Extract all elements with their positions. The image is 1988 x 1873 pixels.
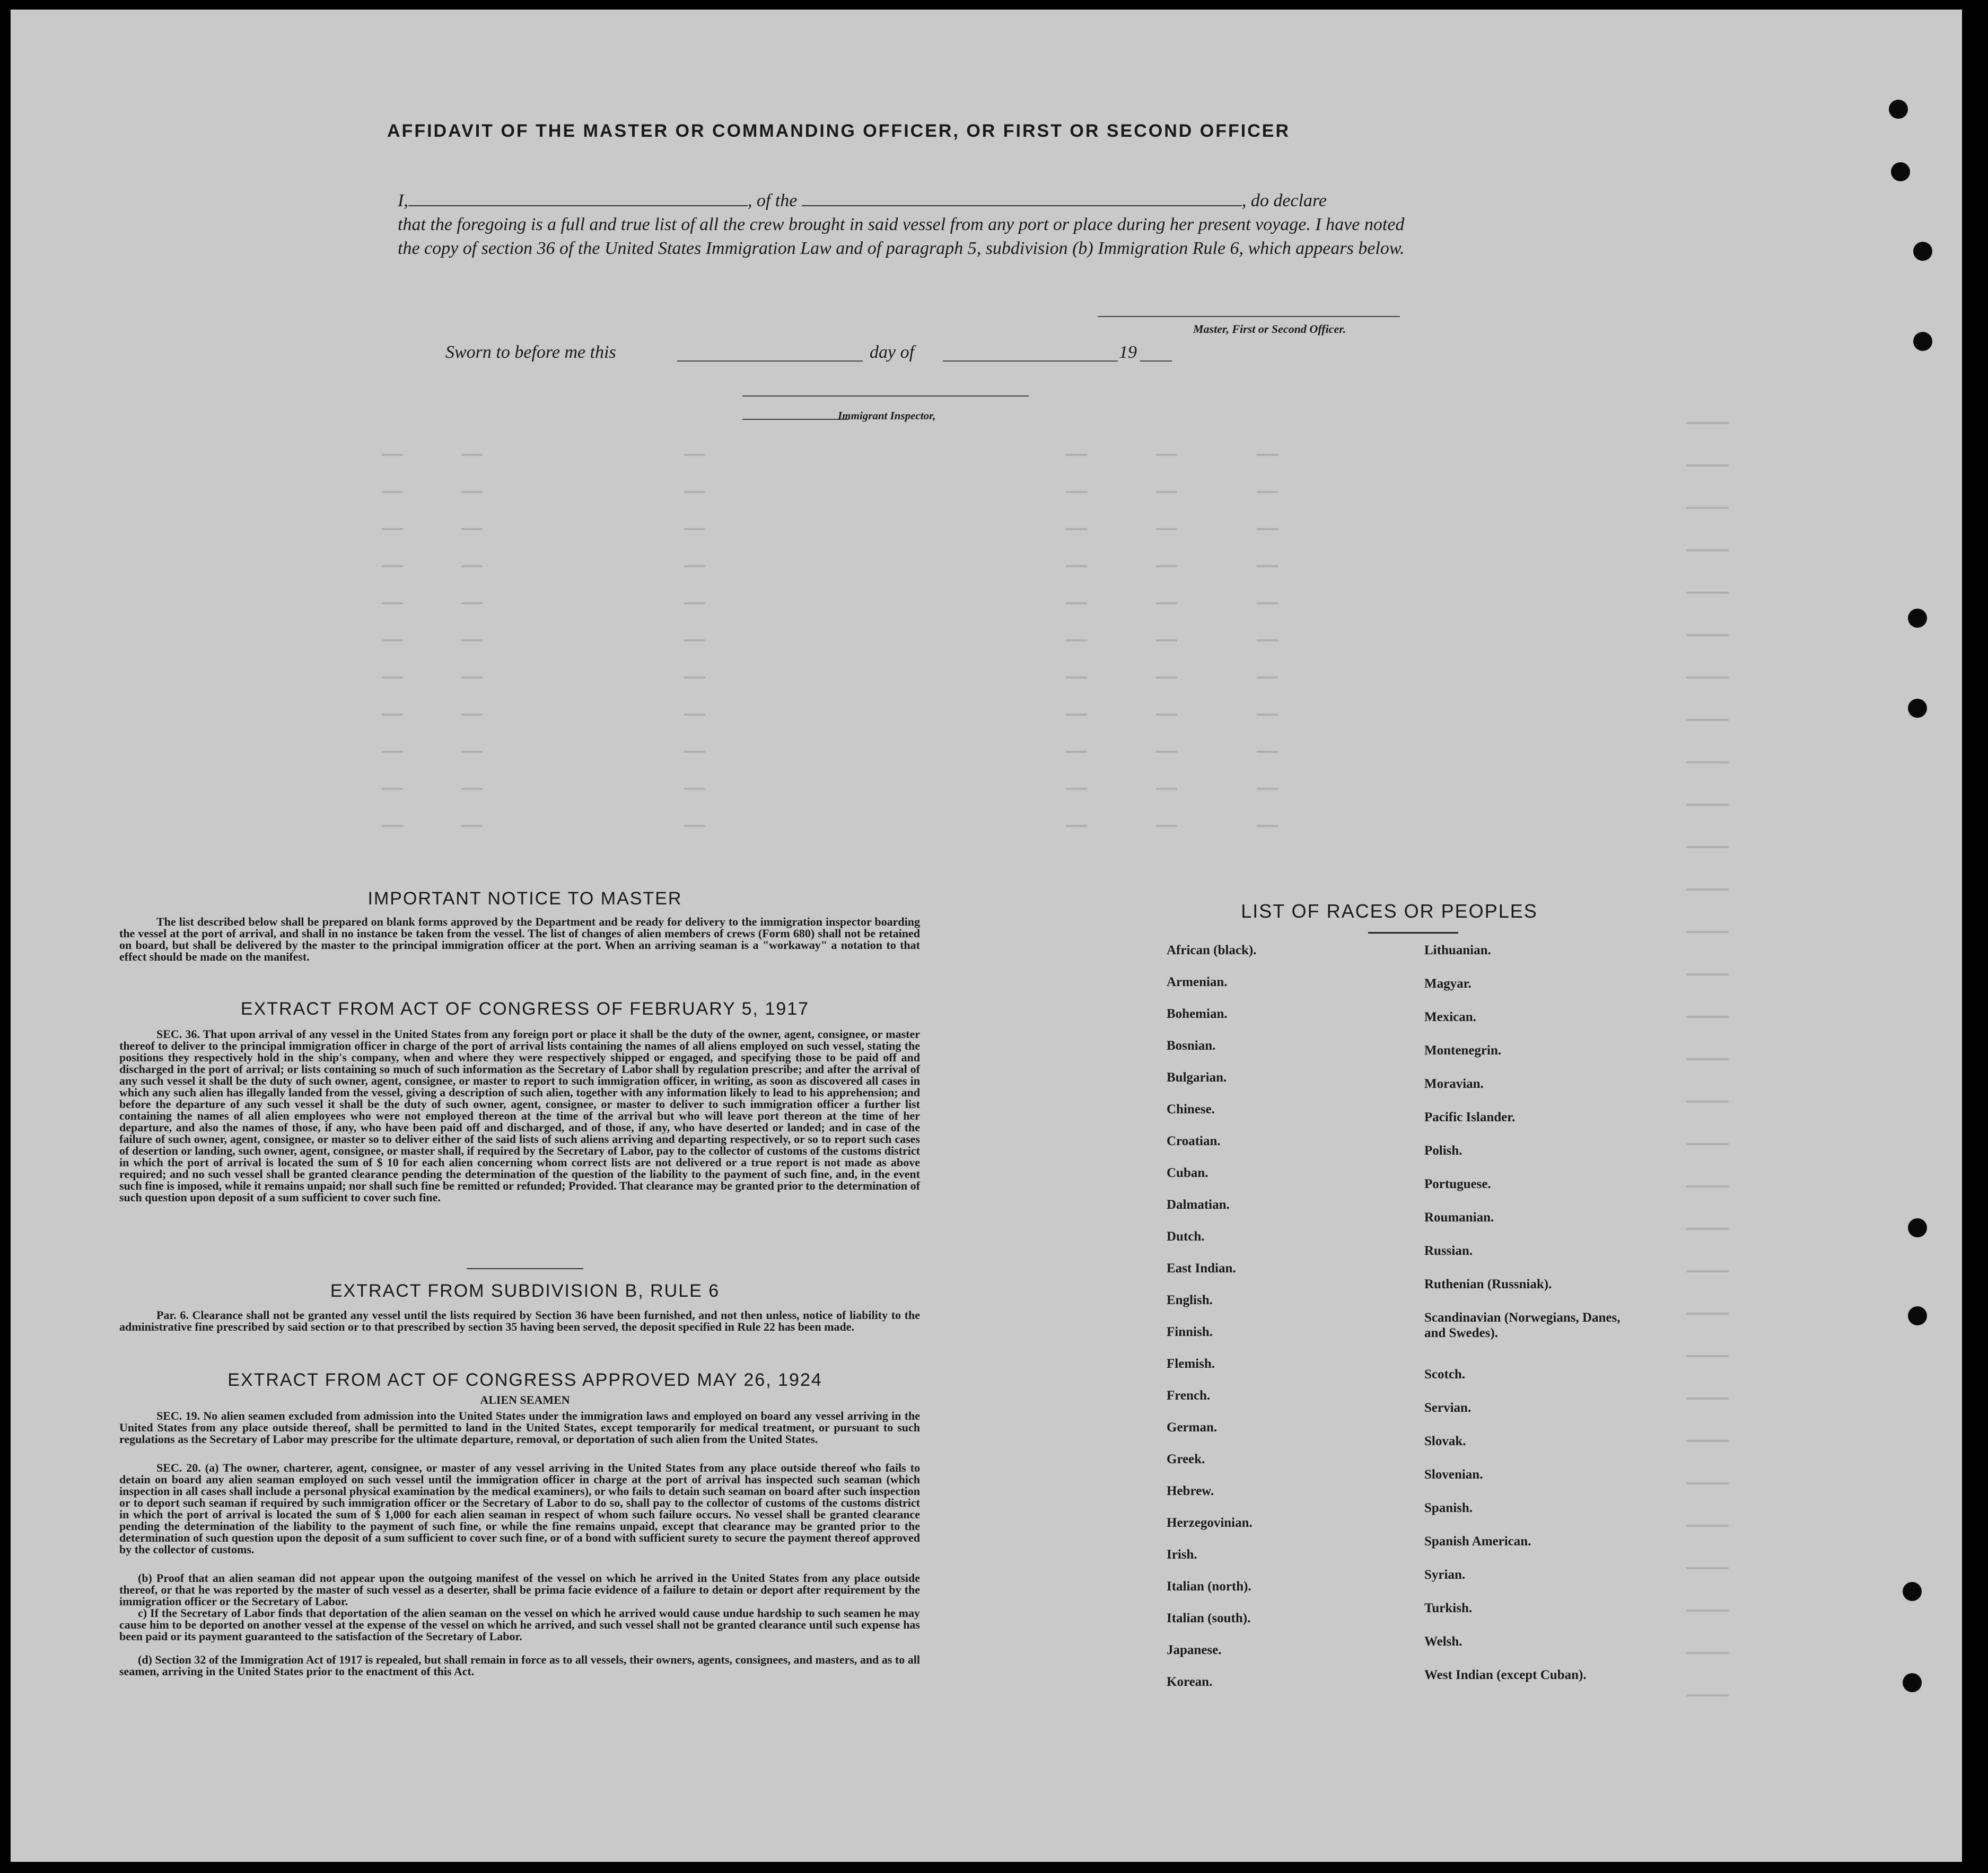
inspector-label: Immigrant Inspector,: [838, 409, 936, 422]
race-item: Lithuanian.: [1424, 943, 1491, 957]
section-divider: [467, 1268, 583, 1269]
race-item: Scotch.: [1424, 1367, 1466, 1382]
race-item: Irish.: [1167, 1547, 1197, 1562]
master-signature-label: Master, First or Second Officer.: [1193, 322, 1346, 336]
binder-hole: [1903, 1673, 1922, 1692]
race-item: Hebrew.: [1167, 1484, 1214, 1498]
extract-1924-sec20b: (b) Proof that an alien seaman did not appear upon the outgoing manifest of the vessel on which he arrived in the United States from any place outside thereof, or that he was reported by the master of such vessel as a deserter, shall be prima facie evidence of a failure to detain or deport after requirement by the immigration officer or the Secretary of Labor.: [119, 1571, 920, 1608]
form-sheet: [11, 10, 1962, 1862]
race-item: Turkish.: [1424, 1601, 1473, 1615]
race-item: Flemish.: [1167, 1357, 1215, 1371]
race-item: Bohemian.: [1167, 1007, 1228, 1021]
race-item: Herzegovinian.: [1167, 1516, 1253, 1530]
inspector-name-blank[interactable]: [742, 419, 848, 420]
race-item: Mexican.: [1424, 1010, 1476, 1024]
subdivision-body: Par. 6. Clearance shall not be granted any vessel until the lists required by Section 36 have been furnished, and not then unless, notice of liability to the administrative fine prescribed by said section or to that prescribed by section 35 having been served, the deposit specified in Rule 22 has been made.: [119, 1308, 920, 1333]
race-item: Pacific Islander.: [1424, 1110, 1516, 1124]
race-item: Japanese.: [1167, 1643, 1222, 1657]
binder-hole: [1913, 242, 1932, 261]
declaration-body: that the foregoing is a full and true list of all the crew brought in said vessel from any port or place during her present voyage. I have noted the copy of section 36 of the United States Immigration Law and of paragraph 5, subdivision (b) Immigration Rule 6, which appears below.: [398, 215, 1405, 258]
race-item: Servian.: [1424, 1401, 1472, 1415]
race-item: Ruthenian (Russniak).: [1424, 1277, 1552, 1291]
sworn-day-of: day of: [870, 342, 915, 362]
extract-1917-title: EXTRACT FROM ACT OF CONGRESS OF FEBRUARY 5, 1917: [240, 999, 810, 1019]
binder-hole: [1891, 162, 1910, 181]
race-item: Greek.: [1167, 1452, 1205, 1466]
race-item: Russian.: [1424, 1244, 1473, 1258]
sworn-month-blank[interactable]: [943, 360, 1118, 362]
race-item: Portuguese.: [1424, 1177, 1491, 1191]
extract-1924-sec19: SEC. 19. No alien seamen excluded from admission into the United States under the immigration laws and employed on board any vessel arriving in the United States from any place outside thereof, shall be permitted to land in the United States, except temporarily for medical treatment, or pursuant to such regulations as the Secretary of Labor may prescribe for the ultimate departure, removal, or deportation of such alien from the United States.: [119, 1409, 920, 1446]
race-item: Dalmatian.: [1167, 1198, 1230, 1212]
binder-hole: [1903, 1582, 1922, 1601]
extract-1924-title: EXTRACT FROM ACT OF CONGRESS APPROVED MAY 26, 1924: [227, 1370, 822, 1390]
inspector-signature-line[interactable]: [742, 395, 1029, 397]
race-item: Finnish.: [1167, 1325, 1213, 1339]
race-item: Armenian.: [1167, 975, 1228, 989]
affidavit-declaration: [398, 189, 1405, 260]
name-blank[interactable]: [408, 190, 748, 206]
races-title: LIST OF RACES OR PEOPLES: [1241, 900, 1538, 922]
race-item: Italian (north).: [1167, 1579, 1251, 1594]
race-item: French.: [1167, 1388, 1211, 1403]
extract-1924-sec20d: (d) Section 32 of the Immigration Act of 1917 is repealed, but shall remain in force as to all vessels, their owners, agents, consignees, and masters, and as to all seamen, arriving in the United States prior to the enactment of this Act.: [119, 1653, 920, 1678]
binder-hole: [1889, 100, 1908, 119]
race-item: Roumanian.: [1424, 1210, 1494, 1225]
race-item: Moravian.: [1424, 1077, 1484, 1091]
declaration-first-line: [398, 189, 1405, 213]
race-item: Cuban.: [1167, 1166, 1208, 1180]
race-item: English.: [1167, 1293, 1213, 1307]
race-item: Slovak.: [1424, 1434, 1466, 1448]
sworn-date-blank[interactable]: [677, 360, 863, 362]
sworn-text: Sworn to before me this: [445, 342, 616, 362]
declaration-of-the: , of the: [747, 191, 798, 210]
race-item: African (black).: [1167, 943, 1257, 957]
sworn-line: [445, 342, 1137, 363]
race-item: Magyar.: [1424, 977, 1472, 991]
race-item: Syrian.: [1424, 1568, 1466, 1582]
sworn-year-prefix: 19: [1119, 342, 1137, 362]
race-item: Spanish American.: [1424, 1534, 1531, 1549]
extract-1924-sec20c: c) If the Secretary of Labor finds that deportation of the alien seaman on the vessel on which he arrived would cause undue hardship to such seamen he may cause him to be deported on another vessel at the expense of the vessel on which he arrived, and such vessel shall not be granted clearance until such expense has been paid or its payment guaranteed to the satisfaction of the Secretary of Labor.: [119, 1606, 920, 1643]
race-item: East Indian.: [1167, 1261, 1236, 1276]
race-item: West Indian (except Cuban).: [1424, 1668, 1587, 1682]
extract-1917-body: SEC. 36. That upon arrival of any vessel in the United States from any foreign port or place it shall be the duty of the owner, agent, consignee, or master thereof to deliver to the principal immigration officer in charge of the port of arrival lists containing the names of all aliens employed on such vessel, stating the positions they respectively hold in the ship's company, when and where they were respectively shipped or engaged, and specifying those to be paid off and discharged in the port of arrival; or lists containing so much of such information as the Secretary of Labor shall by regulation prescribe; and after the arrival of any such vessel it shall be the duty of such owner, agent, consignee, or master to report to such immigration officer, in writing, as soon as discovered all cases in which any such alien has illegally landed from the vessel, giving a description of such alien, together with any information likely to lead to his apprehension; and before the departure of any such vessel it shall be the duty of such owner, agent, consignee, or master to deliver to such immigration officer a further list containing the names of all alien employees who were not employed thereon at the time of the arrival but who will leave port thereon at the time of her departure, and also the names of those, if any, who have been paid off and discharged, and of those, if any, who have deserted or landed; and in case of the failure of such owner, agent, consignee, or master so to deliver either of the said lists of such aliens arriving and departing respectively, or so to report such cases of desertion or landing, such owner, agent, consignee, or master shall, if required by the Secretary of Labor, pay to the collector of customs of the customs district in which the port of arrival is located the sum of $ 10 for each alien concerning whom correct lists are not delivered or a true report is not made as above required; and no such vessel shall be granted clearance pending the determination of the question of the liability to the payment of such fine, and, in the event such fine is imposed, while it remains unpaid; nor shall such fine be remitted or refunded; Provided. That clearance may be granted prior to the determination of such question upon deposit of a sum sufficient to cover such fine.: [119, 1027, 920, 1204]
subdivision-title: EXTRACT FROM SUBDIVISION B, RULE 6: [330, 1281, 720, 1301]
notice-title: IMPORTANT NOTICE TO MASTER: [367, 889, 682, 909]
extract-1924-subtitle: ALIEN SEAMEN: [480, 1393, 570, 1406]
affidavit-title: AFFIDAVIT OF THE MASTER OR COMMANDING OFFICER, OR FIRST OR SECOND OFFICER: [387, 121, 1290, 141]
race-item: Montenegrin.: [1424, 1043, 1502, 1058]
race-item: Welsh.: [1424, 1634, 1462, 1649]
race-item: Bulgarian.: [1167, 1070, 1227, 1085]
vessel-blank[interactable]: [802, 190, 1242, 206]
race-item: German.: [1167, 1420, 1218, 1435]
race-item: Polish.: [1424, 1144, 1462, 1158]
declaration-do-declare: , do declare: [1241, 191, 1327, 210]
binder-hole: [1913, 332, 1932, 351]
race-item: Dutch.: [1167, 1229, 1205, 1244]
master-signature-line[interactable]: [1098, 316, 1400, 317]
declaration-i: I,: [398, 191, 408, 210]
race-item: Scandinavian (Norwegians, Danes, and Swedes).: [1424, 1311, 1621, 1340]
binder-hole: [1908, 609, 1927, 628]
race-item: Croatian.: [1167, 1134, 1221, 1148]
race-item: Chinese.: [1167, 1102, 1215, 1116]
race-item: Slovenian.: [1424, 1467, 1483, 1482]
binder-hole: [1908, 1218, 1927, 1237]
binder-hole: [1908, 699, 1927, 718]
race-item: Spanish.: [1424, 1501, 1473, 1515]
sworn-year-blank[interactable]: [1140, 360, 1172, 362]
races-title-rule: [1368, 932, 1458, 934]
race-item: Korean.: [1167, 1675, 1213, 1689]
notice-body: The list described below shall be prepared on blank forms approved by the Department and be ready for delivery to the immigration inspector boarding the vessel at the port of arrival, and shall in no instance be taken from the vessel. The list of changes of alien members of crews (Form 680) shall not be retained on board, but shall be delivered by the master to the principal immigration officer at the port. When an arriving seaman is a "workaway" a notation to that effect should be made on the manifest.: [119, 915, 920, 963]
race-item: Italian (south).: [1167, 1611, 1251, 1625]
extract-1924-sec20a: SEC. 20. (a) The owner, charterer, agent, consignee, or master of any vessel arriving in the United States from any place outside thereof who fails to detain on board any alien seaman employed on such vessel until the immigration officer in charge at the port of arrival has inspected such seaman (which inspection in all cases shall include a personal physical examination by the medical examiners), or who fails to detain such seaman on board after such inspection or to deport such seaman if required by such immigration officer or the Secretary of Labor to do so, shall pay to the collector of customs of the customs district in which the port of arrival is located the sum of $ 1,000 for each alien seaman in respect of whom such failure occurs. No vessel shall be granted clearance pending the determination of the liability to the payment of such fine, or while the fine remains unpaid, except that clearance may be granted prior to the determination of such question upon the deposit of a sum sufficient to cover such fine, or of a bond with sufficient surety to secure the payment thereof approved by the collector of customs.: [119, 1461, 920, 1556]
binder-hole: [1908, 1306, 1927, 1325]
race-item: Bosnian.: [1167, 1039, 1216, 1053]
